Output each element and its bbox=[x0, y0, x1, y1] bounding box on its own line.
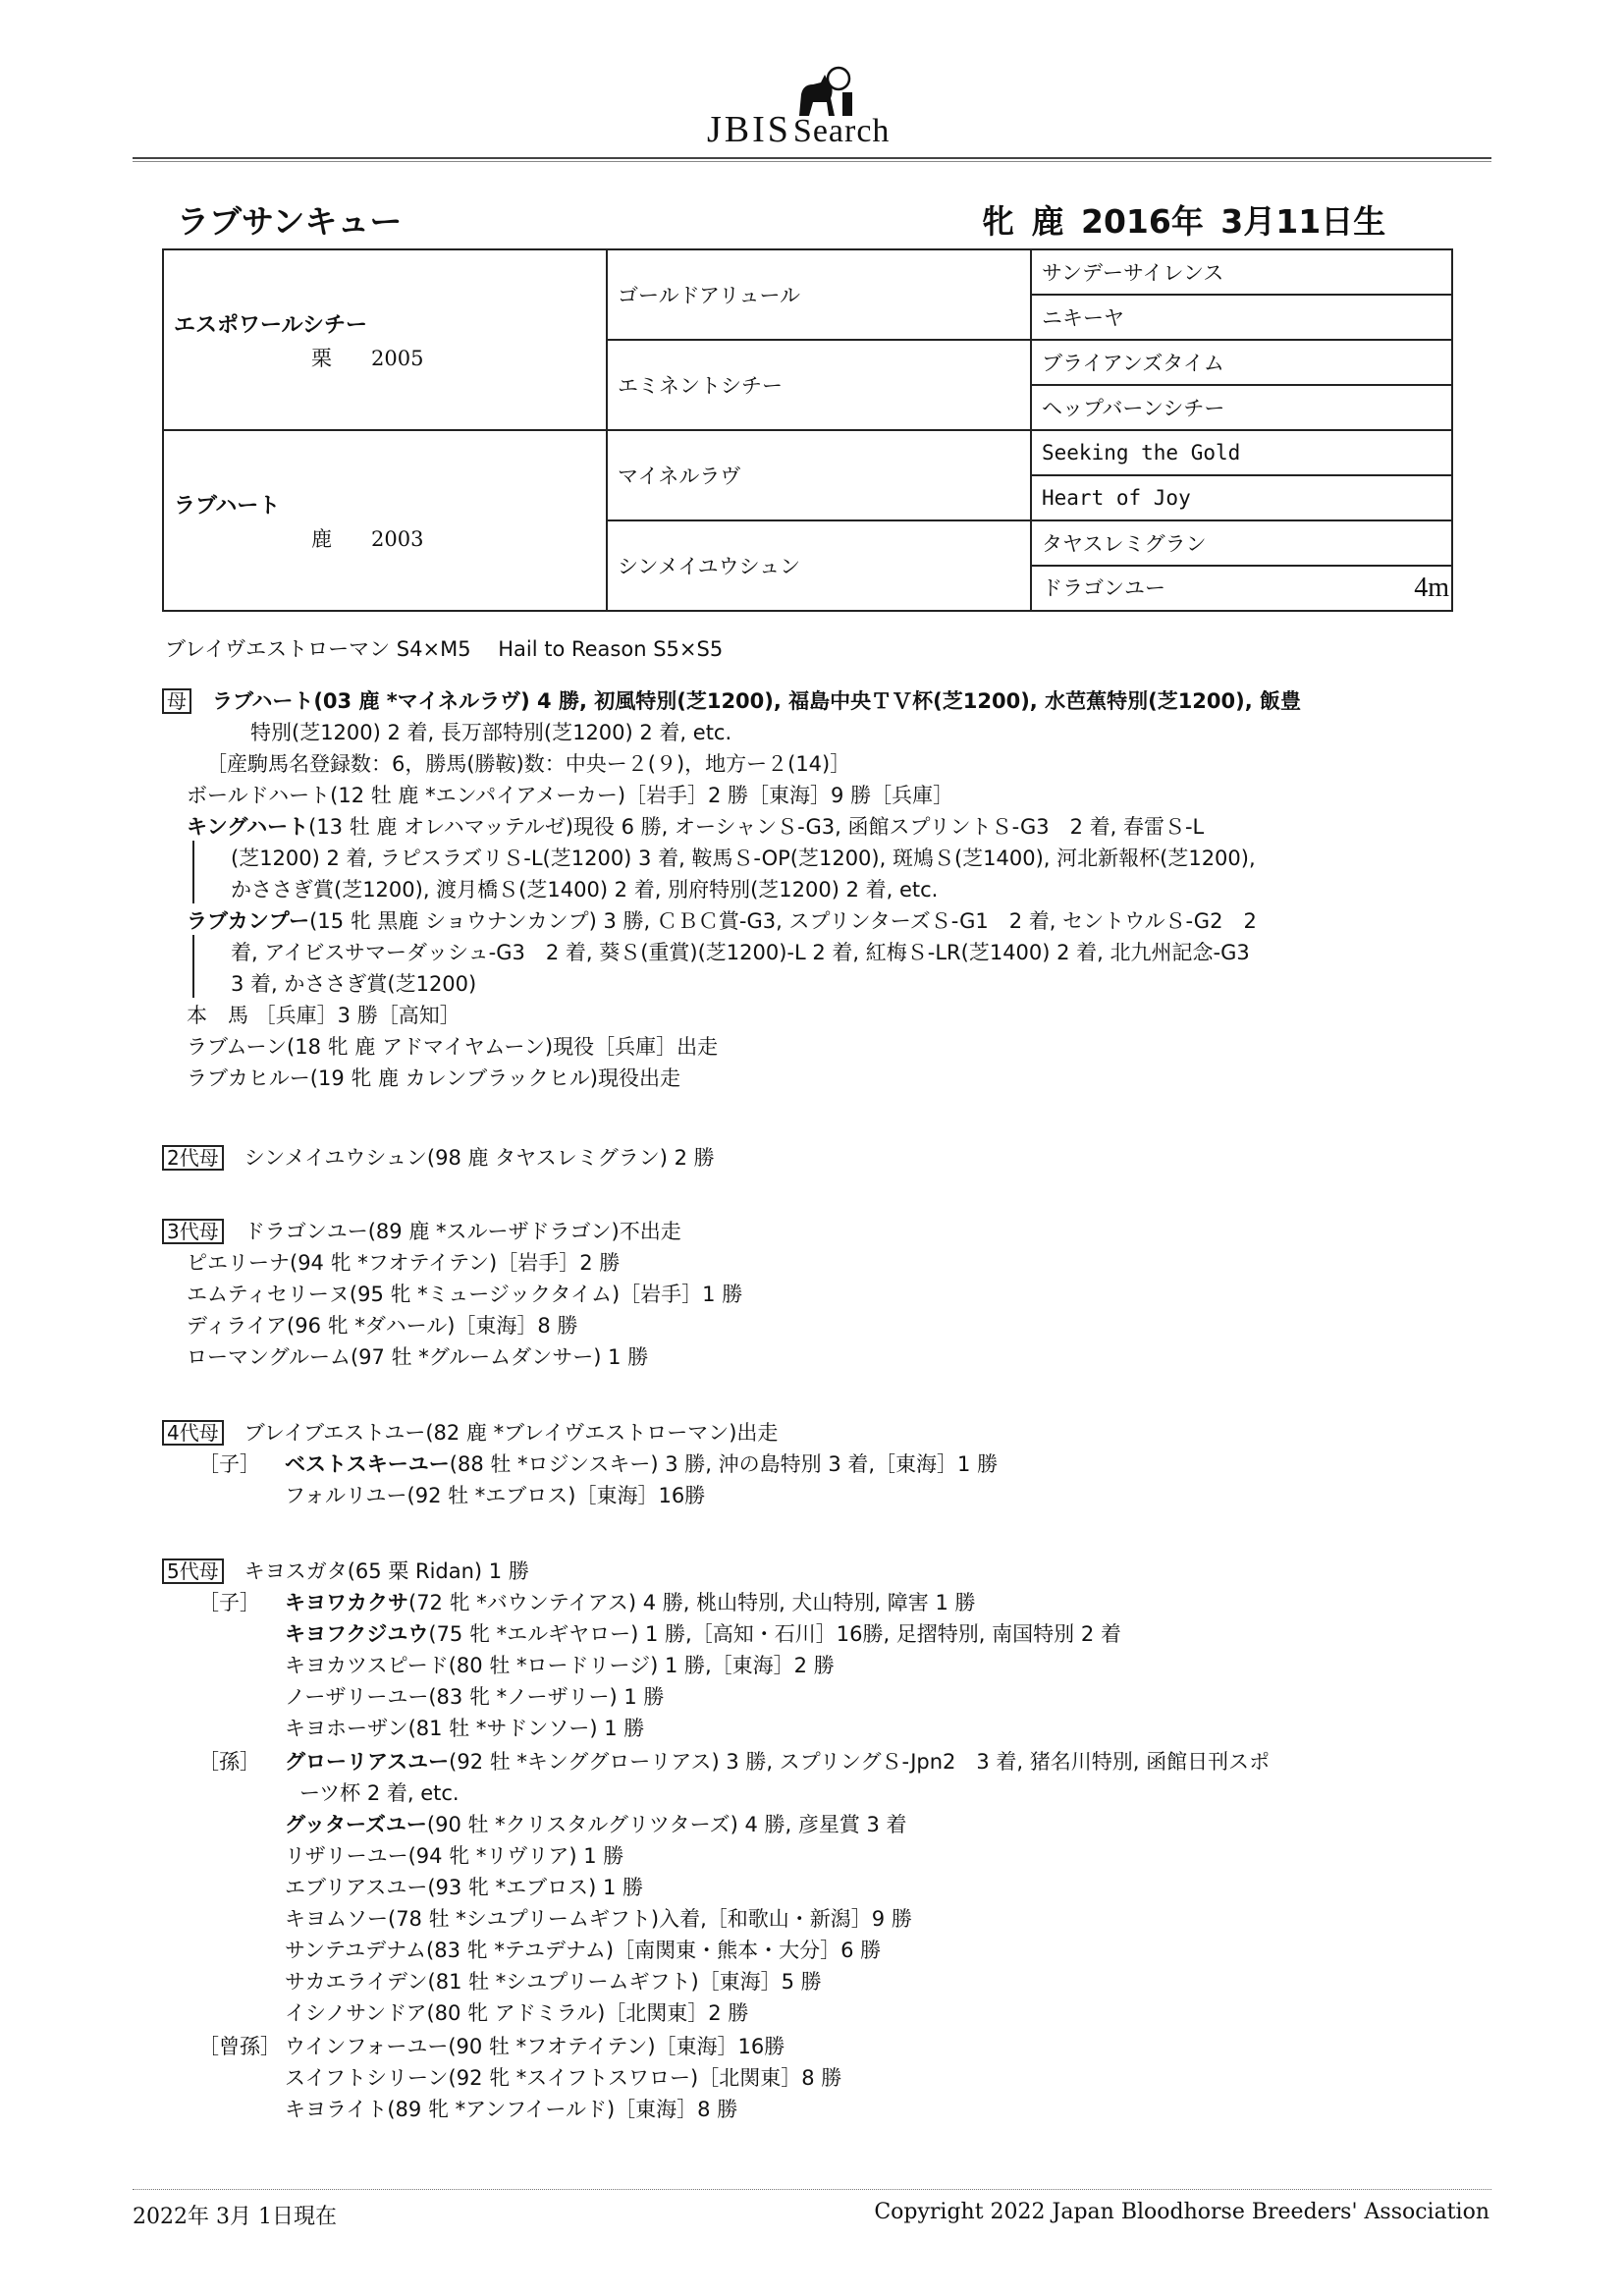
g3-line: エムティセリーヌ(95 牝 *ミュージックタイム)［岩手］1 勝 bbox=[187, 1283, 743, 1306]
inbreeding-line: ブレイヴエストローマン S4×M5 Hail to Reason S5×S5 bbox=[165, 637, 724, 661]
g4-line: フォルリユー(92 牡 *エブロス)［東海］16勝 bbox=[285, 1484, 706, 1507]
g3-5: Seeking the Gold bbox=[1031, 430, 1452, 475]
g5-line: ウインフォーユー(90 牡 *フオテイテン)［東海］16勝 bbox=[285, 2035, 785, 2058]
dam-line: 3 着, かささぎ賞(芝1200) bbox=[231, 972, 477, 996]
horse-sex-color-birthdate: 牝 鹿 2016年 3月11日生 bbox=[982, 202, 1386, 241]
g5-line: リザリーユー(94 牝 *リヴリア) 1 勝 bbox=[285, 1844, 624, 1868]
section-label-g2: 2代母 bbox=[162, 1145, 224, 1171]
pedigree-table bbox=[162, 248, 1453, 612]
dam-line: ボールドハート(12 牡 鹿 *エンパイアメーカー)［岩手］2 勝［東海］9 勝［兵庫］ bbox=[187, 784, 954, 807]
g5-line: サンテユデナム(83 牝 *テユデナム)［南関東・熊本・大分］6 勝 bbox=[285, 1939, 882, 1962]
jbis-search-logo: JBISSearch bbox=[707, 109, 891, 150]
dam-line: 特別(芝1200) 2 着, 長万部特別(芝1200) 2 着, etc. bbox=[250, 721, 732, 744]
g5-line: キヨワカクサ(72 牝 *バウンテイアス) 4 勝, 桃山特別, 犬山特別, 障害 1 勝 bbox=[285, 1591, 976, 1614]
g5-line: ノーザリーユー(83 牝 *ノーザリー) 1 勝 bbox=[285, 1685, 665, 1709]
g3-line: ローマングルーム(97 牡 *グルームダンサー) 1 勝 bbox=[187, 1345, 649, 1369]
footer-rule bbox=[133, 2189, 1491, 2190]
g5-line: キヨカツスピード(80 牡 *ロードリージ) 1 勝,［東海］2 勝 bbox=[285, 1654, 835, 1677]
g4-child-label: ［子］ bbox=[198, 1452, 260, 1476]
dam-color: 鹿 bbox=[311, 526, 332, 551]
g3-6: Heart of Joy bbox=[1031, 475, 1452, 520]
dam-line: かささぎ賞(芝1200), 渡月橋Ｓ(芝1400) 2 着, 別府特別(芝1200) 2 着, etc. bbox=[231, 878, 939, 902]
section-label-g4: 4代母 bbox=[162, 1420, 224, 1446]
g5-section: 5代母 キヨスガタ(65 栗 Ridan) 1 勝 bbox=[162, 1556, 529, 1585]
header-rule bbox=[133, 157, 1491, 162]
dam-line: ［産駒馬名登録数：6，勝馬(勝鞍)数：中央ー２(９)，地方ー２(14)］ bbox=[206, 752, 851, 776]
copyright: Copyright 2022 Japan Bloodhorse Breeders' Association bbox=[874, 2200, 1489, 2224]
g2-section: 2代母 シンメイユウシュン(98 鹿 タヤスレミグラン) 2 勝 bbox=[162, 1142, 715, 1172]
g3-section: 3代母 ドラゴンユー(89 鹿 *スルーザドラゴン)不出走 bbox=[162, 1216, 681, 1245]
g5-great-grandchild-label: ［曾孫］ bbox=[198, 2035, 281, 2058]
dam-line: ラブカヒルー(19 牝 鹿 カレンブラックヒル)現役出走 bbox=[187, 1066, 680, 1090]
g5-line: グローリアスユー(92 牡 *キンググローリアス) 3 勝, スプリングＳ-Jpn2 3 着, 猪名川特別, 函館日刊スポ bbox=[285, 1750, 1271, 1774]
as-of-date: 2022年 3月 1日現在 bbox=[133, 2205, 337, 2229]
sire-sire: ゴールドアリュール bbox=[607, 249, 1031, 340]
g4-section: 4代母 ブレイブエストユー(82 鹿 *ブレイヴエストローマン)出走 bbox=[162, 1417, 778, 1447]
g5-line: キヨフクジユウ(75 牝 *エルギヤロー) 1 勝,［高知・石川］16勝, 足摺特別, 南国特別 2 着 bbox=[285, 1622, 1121, 1646]
g3-3: ブライアンズタイム bbox=[1031, 340, 1452, 385]
g3-8-cell bbox=[1031, 566, 1452, 611]
dam-dam: シンメイユウシュン bbox=[607, 520, 1031, 611]
g5-line: サカエライデン(81 牡 *シユプリームギフト)［東海］5 勝 bbox=[285, 1970, 822, 1994]
g5-line: キヨホーザン(81 牡 *サドンソー) 1 勝 bbox=[285, 1717, 645, 1740]
dam-line: キングハート(13 牡 鹿 オレハマッテルゼ)現役 6 勝, オーシャンＳ-G3, 函館スプリントＳ-G3 2 着, 春雷Ｓ-L bbox=[187, 815, 1205, 839]
dam-cell bbox=[163, 430, 607, 611]
sire-color: 栗 bbox=[311, 346, 332, 370]
sibling-bracket bbox=[192, 841, 194, 903]
g3-line: ピエリーナ(94 牝 *フオテイテン)［岩手］2 勝 bbox=[187, 1251, 621, 1275]
sibling-bracket bbox=[192, 935, 194, 998]
dam-line: ラブカンプー(15 牝 黒鹿 ショウナンカンプ) 3 勝, ＣＢＣ賞-G3, スプリンターズＳ-G1 2 着, セントウルＳ-G2 2 bbox=[187, 909, 1257, 933]
section-label-g3: 3代母 bbox=[162, 1219, 224, 1244]
inbreed-mark: 4m bbox=[1414, 573, 1449, 603]
g5-line: スイフトシリーン(92 牝 *スイフトスワロー)［北関東］8 勝 bbox=[285, 2066, 842, 2090]
dam-line: 着, アイビスサマーダッシュ-G3 2 着, 葵Ｓ(重賞)(芝1200)-L 2 着, 紅梅Ｓ-LR(芝1400) 2 着, 北九州記念-G3 bbox=[231, 941, 1250, 964]
sire-dam: エミネントシチー bbox=[607, 340, 1031, 430]
section-label-g5: 5代母 bbox=[162, 1558, 224, 1584]
g3-8: ドラゴンユー bbox=[1042, 576, 1165, 600]
dam-line: ラブムーン(18 牝 鹿 アドマイヤムーン)現役［兵庫］出走 bbox=[187, 1035, 719, 1059]
dam-line: (芝1200) 2 着, ラピスラズリＳ-L(芝1200) 3 着, 鞍馬Ｓ-OP(芝1200), 斑鳩Ｓ(芝1400), 河北新報杯(芝1200), bbox=[231, 847, 1256, 870]
dam-section-line-1: 母 ラブハート(03 鹿 *マイネルラヴ) 4 勝, 初風特別(芝1200), 福島中央ＴＶ杯(芝1200), 水芭蕉特別(芝1200), 飯豊 bbox=[162, 685, 1301, 715]
dam-sire: マイネルラヴ bbox=[607, 430, 1031, 520]
sire-year: 2005 bbox=[371, 346, 424, 370]
sire-name: エスポワールシチー bbox=[174, 312, 368, 338]
dam-line: 本 馬 ［兵庫］3 勝［高知］ bbox=[187, 1004, 460, 1027]
g5-line: エブリアスユー(93 牝 *エブロス) 1 勝 bbox=[285, 1876, 643, 1899]
g5-child-label: ［子］ bbox=[198, 1591, 260, 1614]
horse-name: ラブサンキュー bbox=[177, 202, 403, 241]
g3-7: タヤスレミグラン bbox=[1031, 520, 1452, 566]
g5-line: キヨムソー(78 牡 *シユプリームギフト)入着,［和歌山・新潟］9 勝 bbox=[285, 1907, 912, 1931]
g3-4: ヘップバーンシチー bbox=[1031, 385, 1452, 430]
g5-line: キヨライト(89 牝 *アンフイールド)［東海］8 勝 bbox=[285, 2098, 738, 2121]
section-label-dam: 母 bbox=[162, 688, 191, 714]
g5-grandchild-label: ［孫］ bbox=[198, 1750, 260, 1774]
g5-line: イシノサンドア(80 牝 アドミラル)［北関東］2 勝 bbox=[285, 2001, 749, 2025]
g3-2: ニキーヤ bbox=[1031, 295, 1452, 340]
dam-year: 2003 bbox=[371, 526, 424, 551]
sire-cell bbox=[163, 249, 607, 430]
g5-line: グッターズユー(90 牡 *クリスタルグリツターズ) 4 勝, 彦星賞 3 着 bbox=[285, 1813, 907, 1836]
g5-line: ーツ杯 2 着, etc. bbox=[299, 1781, 460, 1805]
g3-line: ディライア(96 牝 *ダハール)［東海］8 勝 bbox=[187, 1314, 578, 1338]
g3-1: サンデーサイレンス bbox=[1031, 249, 1452, 295]
g4-line: ベストスキーユー(88 牡 *ロジンスキー) 3 勝, 沖の島特別 3 着,［東海］1 勝 bbox=[285, 1452, 999, 1476]
dam-name: ラブハート bbox=[174, 493, 281, 519]
